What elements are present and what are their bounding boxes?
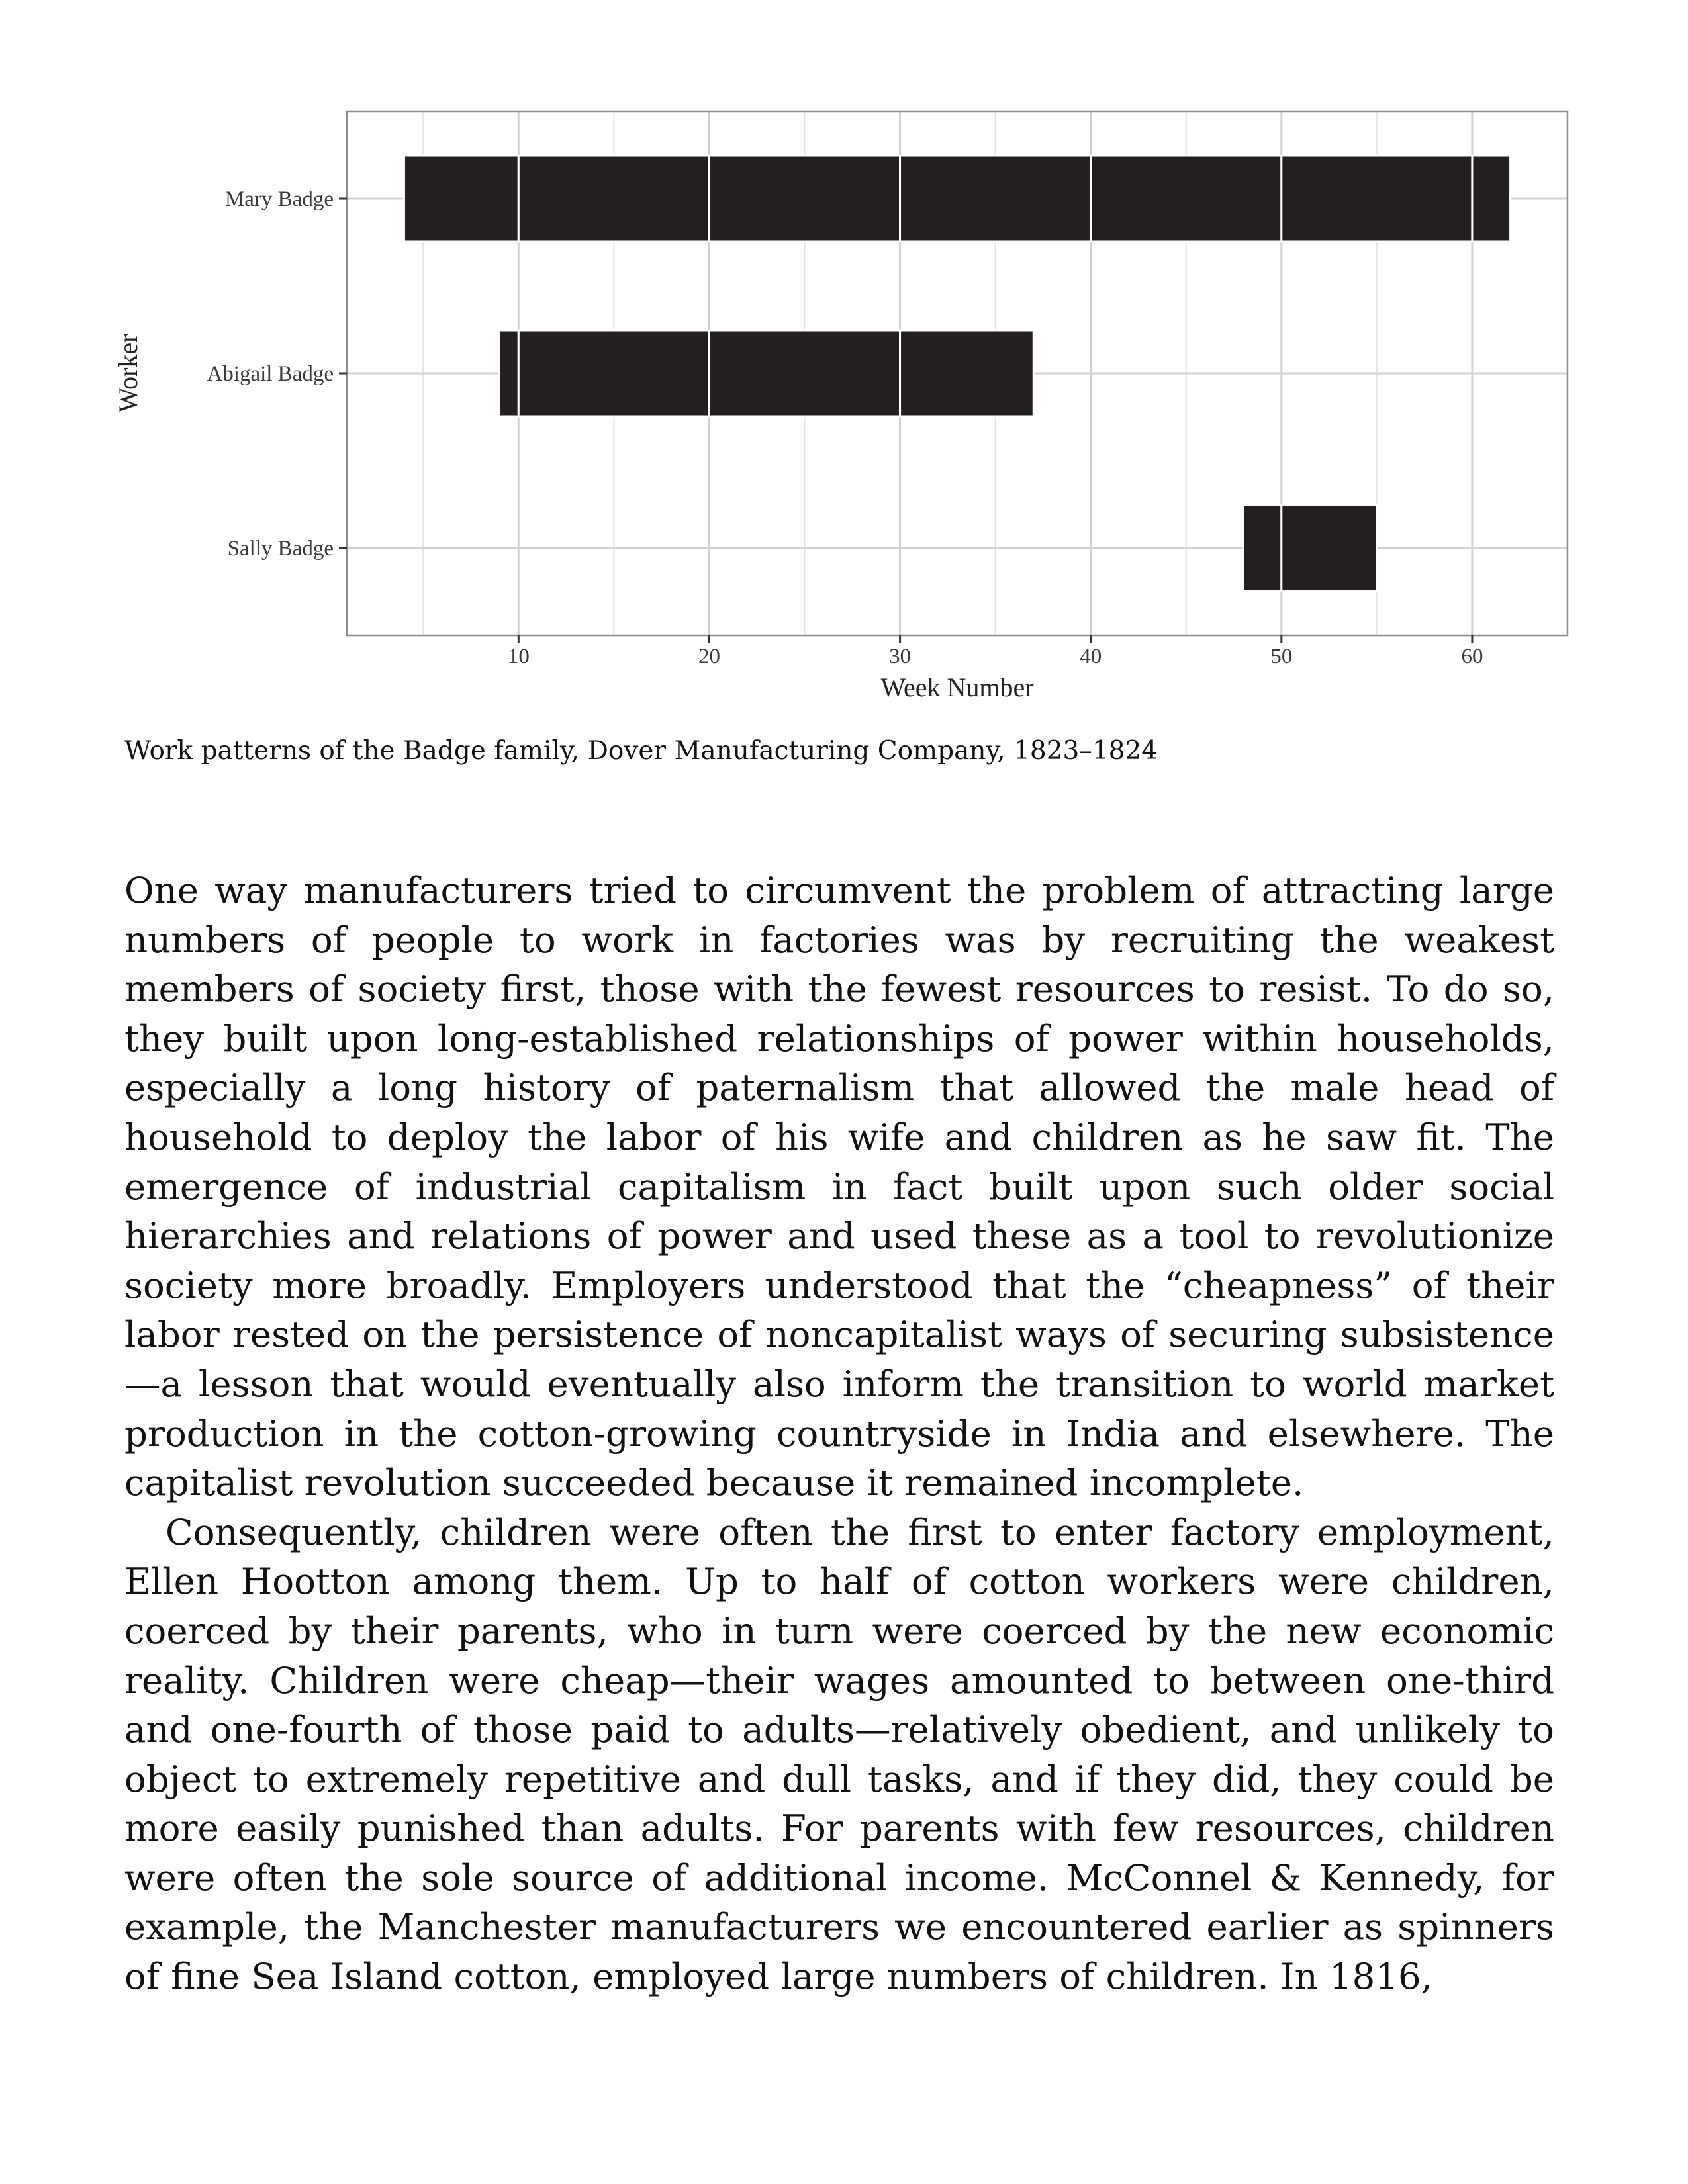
x-tick-label: 20 — [698, 645, 720, 668]
chart-svg — [99, 93, 1575, 715]
x-tick-label: 50 — [1270, 645, 1293, 668]
y-tick-label: Sally Badge — [227, 537, 334, 561]
work-segment-bar — [1282, 156, 1472, 242]
work-segment-bar — [1091, 156, 1282, 242]
work-segment-bar — [500, 330, 519, 416]
x-tick-label: 40 — [1080, 645, 1102, 668]
work-segment-bar — [1243, 505, 1282, 591]
work-segment-bar — [900, 156, 1091, 242]
x-axis-title: Week Number — [880, 672, 1034, 702]
y-tick-label: Mary Badge — [224, 187, 334, 211]
x-tick-label: 60 — [1461, 645, 1483, 668]
y-axis-title: Worker — [113, 334, 143, 413]
figure-caption: Work patterns of the Badge family, Dover Manufacturing Company, 1823–1824 — [124, 736, 1158, 766]
x-tick-label: 30 — [889, 645, 912, 668]
work-segment-bar — [518, 156, 709, 242]
work-segment-bar — [709, 156, 900, 242]
work-segment-bar — [1282, 505, 1377, 591]
work-pattern-chart — [99, 93, 1575, 715]
y-tick-label: Abigail Badge — [207, 362, 334, 386]
body-text — [124, 866, 1554, 2001]
work-segment-bar — [404, 156, 518, 242]
work-segment-bar — [518, 330, 709, 416]
paragraph: One way manufacturers tried to circumvent the problem of attracting large numbers of people to work in factories was by recruiting the weakest members of society first, those with the fewest resources to resist. To do so, they built upon long-established relationships of power within households, especially a long history of paternalism that allowed the male head of household to deploy the labor of his wife and children as he saw fit. The emergence of industrial capitalism in fact built upon such older social hierarchies and relations of power and used these as a tool to revolutionize society more broadly. Employers understood that the “cheapness” of their labor rested on the persistence of noncapitalist ways of securing subsistence —a lesson that would eventually also inform the transition to world market production in the cotton-growing countryside in India and elsewhere. The capitalist revolution succeeded because it remained incomplete. — [124, 869, 1554, 1504]
work-segment-bar — [1472, 156, 1511, 242]
x-tick-label: 10 — [507, 645, 530, 668]
work-segment-bar — [709, 330, 900, 416]
paragraph: Consequently, children were often the first to enter factory employment, Ellen Hootton among them. Up to half of cotton workers were children, coerced by their parents, who in turn were coerced by the new economic reality. Children were cheap—their wages amounted to between one-third and one-fourth of those paid to adults—relatively obedient, and unlikely to object to extremely repetitive and dull tasks, and if they did, they could be more easily punished than adults. For parents with few resources, children were often the sole source of additional income. McConnel & Kennedy, for example, the Manchester manufacturers we encountered earlier as spinners of fine Sea Island cotton, employed large numbers of children. In 1816, — [124, 1510, 1554, 1998]
work-segment-bar — [900, 330, 1034, 416]
